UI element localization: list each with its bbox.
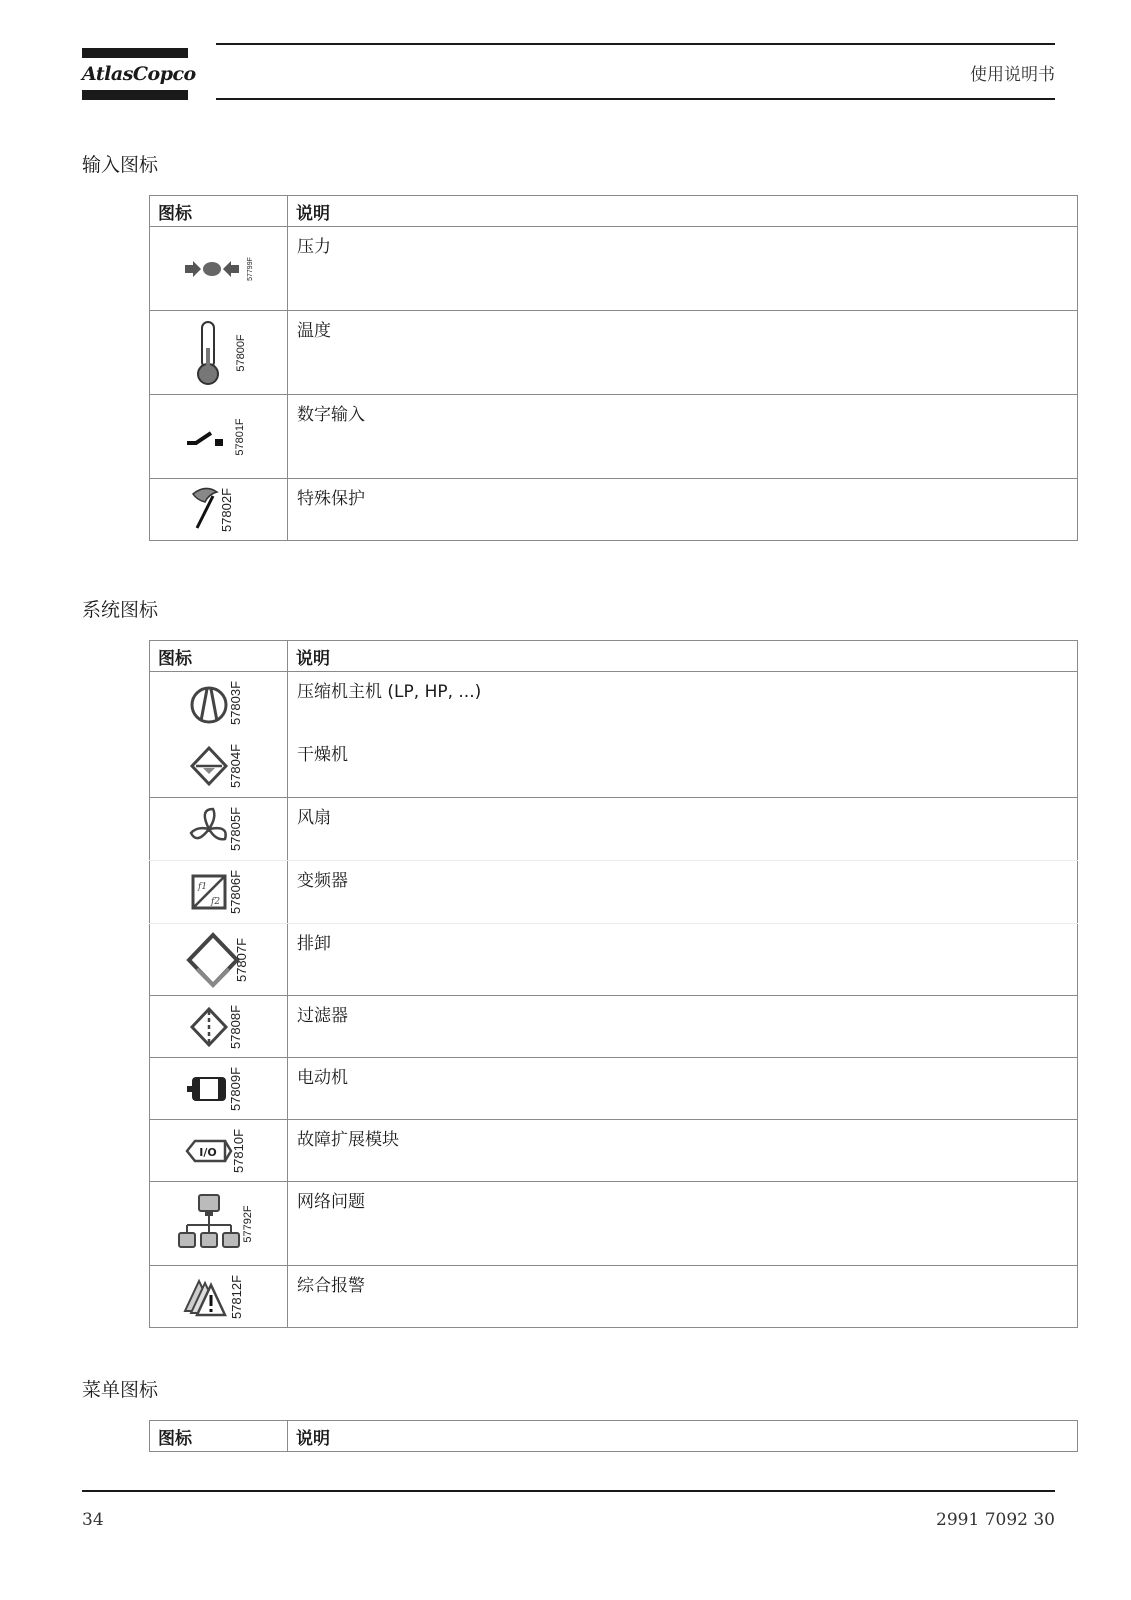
dryer-icon: [179, 738, 259, 794]
drain-icon: [179, 927, 259, 993]
table-row: [150, 1182, 1078, 1266]
description-cell: 温度: [288, 311, 1078, 395]
description-cell: 特殊保护: [288, 479, 1078, 541]
icon-code: 57803F: [227, 681, 243, 726]
fan-icon: [179, 801, 259, 857]
section-title-menu-icons: 菜单图标: [82, 1379, 159, 1401]
expansion-module-icon: [179, 1123, 259, 1179]
column-header-icon: 图标: [150, 196, 288, 227]
menu-icons-table: [149, 1420, 1078, 1452]
thermometer-icon: [179, 318, 259, 388]
icon-code: 57804F: [227, 743, 243, 788]
table-row: [150, 1058, 1078, 1120]
input-icons-table: [149, 195, 1078, 541]
table-row: [150, 996, 1078, 1058]
table-row: [150, 861, 1078, 924]
icon-code: 57809F: [227, 1066, 243, 1111]
compressor-element-icon: [179, 675, 259, 731]
document-title: 使用说明书: [970, 65, 1055, 85]
description-cell: 综合报警: [288, 1266, 1078, 1328]
network-icon: [177, 1189, 261, 1259]
icon-code: 57806F: [227, 869, 243, 915]
icon-code: 57800F: [234, 333, 247, 372]
icon-code: 57802F: [218, 487, 234, 532]
table-header-row: [150, 196, 1078, 227]
description-cell: 过滤器: [288, 996, 1078, 1058]
description-cell: 排卸: [288, 924, 1078, 996]
column-header-description: 说明: [288, 196, 1078, 227]
table-row: [150, 924, 1078, 996]
column-header-icon: 图标: [150, 641, 288, 672]
table-row: [150, 227, 1078, 311]
table-row: [150, 672, 1078, 735]
icon-code: 57792F: [241, 1204, 254, 1243]
description-cell: 变频器: [288, 861, 1078, 924]
icon-code: 57812F: [228, 1274, 244, 1319]
general-alarm-icon: [179, 1269, 259, 1325]
icon-code: 57810F: [230, 1128, 246, 1173]
icon-code: 57799F: [246, 256, 254, 281]
motor-icon: [179, 1061, 259, 1117]
digital-input-switch-icon: [179, 407, 259, 467]
description-cell: 干燥机: [288, 735, 1078, 798]
table-header-row: [150, 641, 1078, 672]
system-icons-table: [149, 640, 1078, 1328]
description-cell: 电动机: [288, 1058, 1078, 1120]
description-cell: 网络问题: [288, 1182, 1078, 1266]
icon-code: 57808F: [227, 1004, 243, 1049]
special-protection-icon: [179, 482, 259, 538]
section-title-system-icons: 系统图标: [82, 599, 159, 621]
table-row: [150, 735, 1078, 798]
table-row: [150, 311, 1078, 395]
converter-f1-label: f1: [197, 882, 207, 892]
document-number: 2991 7092 30: [936, 1510, 1055, 1530]
converter-f2-label: f2: [210, 897, 220, 907]
column-header-description: 说明: [288, 1421, 1078, 1452]
table-row: [150, 1120, 1078, 1182]
icon-code: 57801F: [233, 417, 246, 456]
table-row: [150, 1266, 1078, 1328]
icon-code: 57807F: [233, 937, 249, 982]
pressure-icon: [179, 249, 259, 289]
table-row: [150, 798, 1078, 861]
column-header-icon: 图标: [150, 1421, 288, 1452]
section-title-input-icons: 输入图标: [82, 154, 159, 176]
description-cell: 故障扩展模块: [288, 1120, 1078, 1182]
footer-rule: [82, 1490, 1055, 1492]
atlas-copco-logo: [82, 48, 196, 100]
filter-icon: [179, 999, 259, 1055]
description-cell: 压力: [288, 227, 1078, 311]
description-cell: 风扇: [288, 798, 1078, 861]
description-cell: 数字输入: [288, 395, 1078, 479]
frequency-converter-icon: [179, 864, 259, 920]
io-label: I/O: [198, 1145, 217, 1159]
icon-code: 57805F: [227, 806, 243, 852]
header-rule-top: [216, 43, 1055, 45]
logo-wordmark: AtlasCopco: [82, 63, 196, 85]
table-row: [150, 395, 1078, 479]
table-row: [150, 479, 1078, 541]
page-number: 34: [82, 1510, 104, 1530]
column-header-description: 说明: [288, 641, 1078, 672]
table-header-row: [150, 1421, 1078, 1452]
description-cell: 压缩机主机 (LP, HP, ...): [288, 672, 1078, 735]
header-rule-bottom: [216, 98, 1055, 100]
